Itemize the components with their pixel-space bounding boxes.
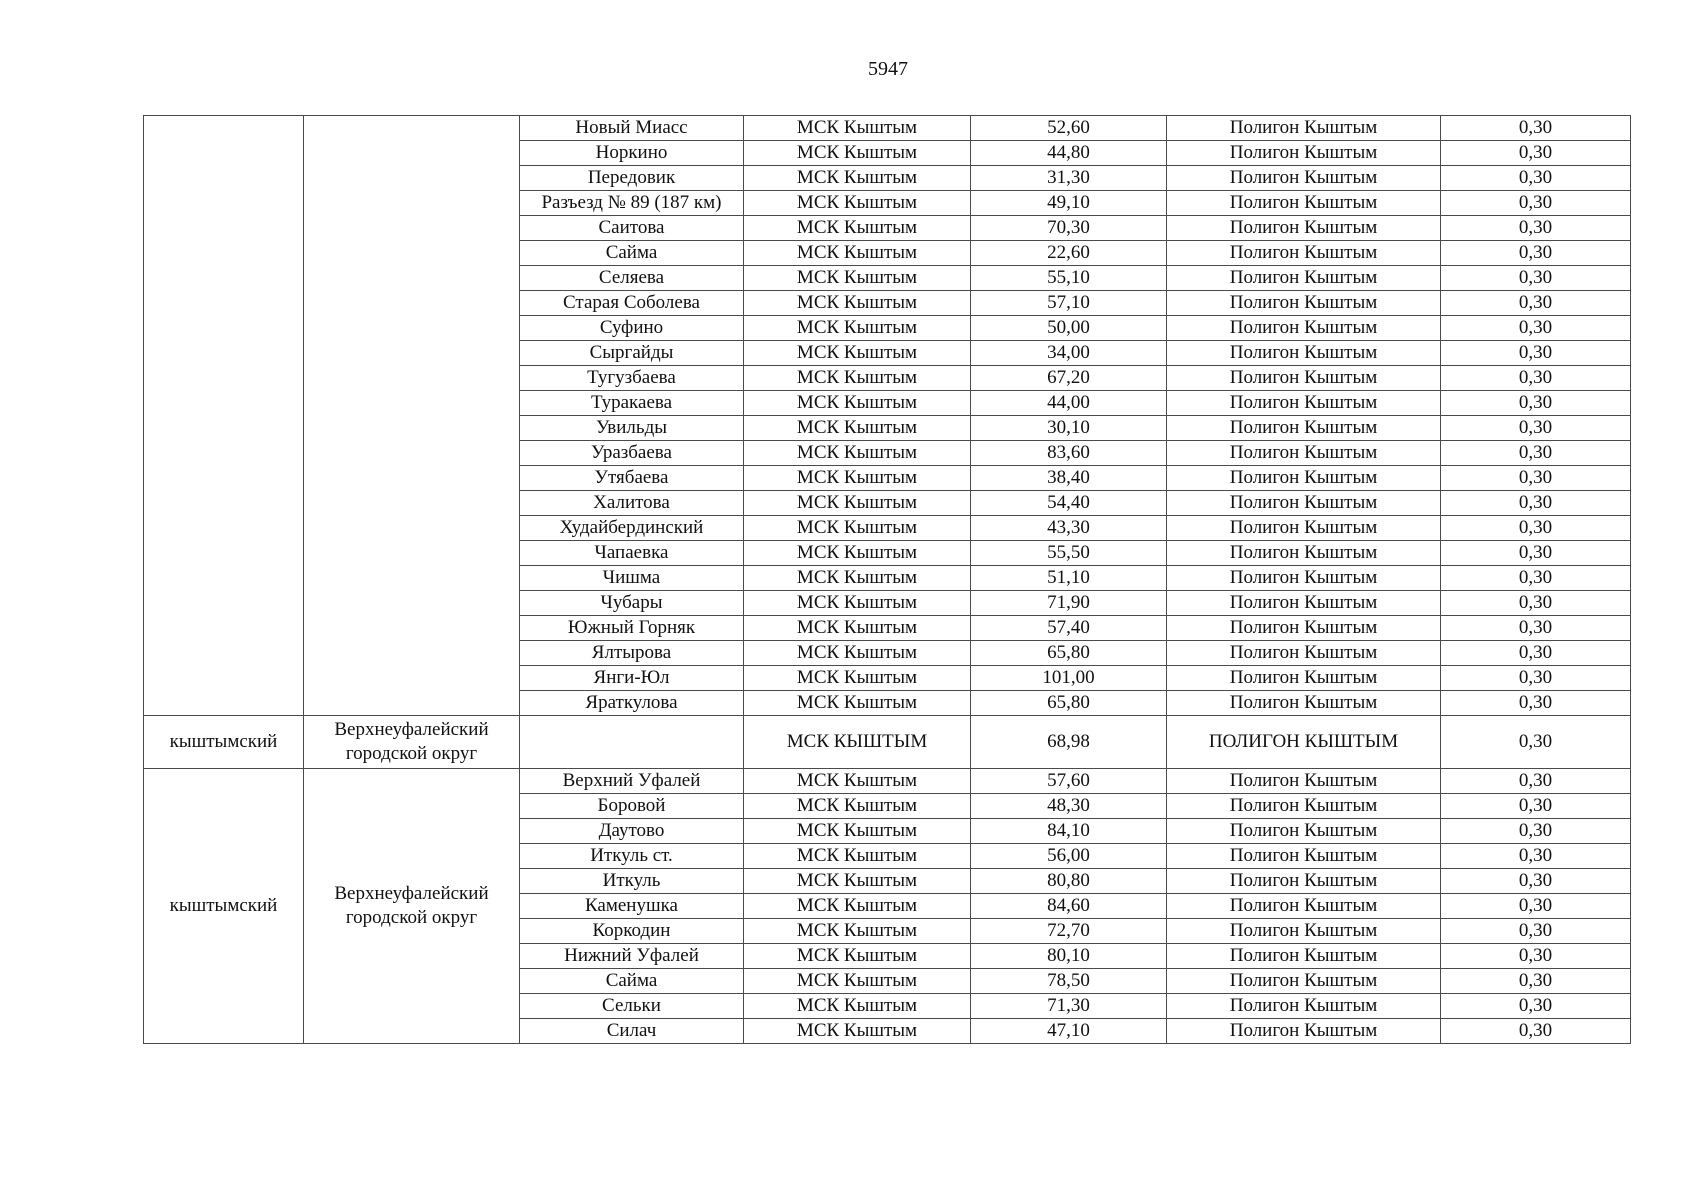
msk-cell: МСК Кыштым	[744, 366, 971, 391]
place-cell: Ялтырова	[520, 641, 744, 666]
polygon-cell: Полигон Кыштым	[1167, 566, 1441, 591]
place-cell: Новый Миасс	[520, 116, 744, 141]
place-cell: Яраткулова	[520, 691, 744, 716]
place-cell: Суфино	[520, 316, 744, 341]
place-cell: Верхний Уфалей	[520, 769, 744, 794]
polygon-cell: Полигон Кыштым	[1167, 191, 1441, 216]
msk-cell: МСК Кыштым	[744, 316, 971, 341]
coefficient-cell: 0,30	[1441, 416, 1631, 441]
coefficient-cell: 0,30	[1441, 894, 1631, 919]
msk-cell: МСК Кыштым	[744, 691, 971, 716]
distance-cell: 78,50	[971, 969, 1167, 994]
table-body	[144, 116, 1631, 1044]
coefficient-cell: 0,30	[1441, 191, 1631, 216]
msk-cell: МСК Кыштым	[744, 819, 971, 844]
distance-cell: 47,10	[971, 1019, 1167, 1044]
msk-cell: МСК Кыштым	[744, 341, 971, 366]
distance-cell: 49,10	[971, 191, 1167, 216]
distance-cell: 65,80	[971, 641, 1167, 666]
msk-cell: МСК Кыштым	[744, 541, 971, 566]
distance-cell: 101,00	[971, 666, 1167, 691]
place-cell: Туракаева	[520, 391, 744, 416]
msk-cell: МСК Кыштым	[744, 616, 971, 641]
distance-cell: 80,80	[971, 869, 1167, 894]
place-cell: Утябаева	[520, 466, 744, 491]
place-cell: Коркодин	[520, 919, 744, 944]
coefficient-cell: 0,30	[1441, 869, 1631, 894]
coefficient-cell: 0,30	[1441, 216, 1631, 241]
polygon-cell: Полигон Кыштым	[1167, 416, 1441, 441]
msk-cell: МСК Кыштым	[744, 666, 971, 691]
distance-cell: 57,60	[971, 769, 1167, 794]
coefficient-cell: 0,30	[1441, 241, 1631, 266]
distance-cell: 22,60	[971, 241, 1167, 266]
place-cell: Чапаевка	[520, 541, 744, 566]
distance-cell: 51,10	[971, 566, 1167, 591]
coefficient-cell: 0,30	[1441, 641, 1631, 666]
msk-cell: МСК Кыштым	[744, 969, 971, 994]
msk-cell: МСК Кыштым	[744, 994, 971, 1019]
coefficient-cell: 0,30	[1441, 794, 1631, 819]
district-cell	[304, 116, 520, 716]
distance-cell: 68,98	[971, 716, 1167, 769]
polygon-cell: Полигон Кыштым	[1167, 541, 1441, 566]
distance-cell: 57,40	[971, 616, 1167, 641]
coefficient-cell: 0,30	[1441, 341, 1631, 366]
page-number: 5947	[868, 58, 908, 80]
polygon-cell: Полигон Кыштым	[1167, 466, 1441, 491]
polygon-cell: Полигон Кыштым	[1167, 666, 1441, 691]
polygon-cell: Полигон Кыштым	[1167, 641, 1441, 666]
coefficient-cell: 0,30	[1441, 1019, 1631, 1044]
coefficient-cell: 0,30	[1441, 441, 1631, 466]
table-row	[144, 769, 1631, 794]
msk-cell: МСК Кыштым	[744, 266, 971, 291]
district-cell: Верхнеуфалейский городской округ	[304, 716, 520, 769]
msk-cell: МСК Кыштым	[744, 919, 971, 944]
polygon-cell: Полигон Кыштым	[1167, 919, 1441, 944]
coefficient-cell: 0,30	[1441, 541, 1631, 566]
msk-cell: МСК Кыштым	[744, 441, 971, 466]
polygon-cell: Полигон Кыштым	[1167, 241, 1441, 266]
place-cell: Иткуль ст.	[520, 844, 744, 869]
polygon-cell: Полигон Кыштым	[1167, 166, 1441, 191]
coefficient-cell: 0,30	[1441, 844, 1631, 869]
polygon-cell: Полигон Кыштым	[1167, 266, 1441, 291]
distance-cell: 84,60	[971, 894, 1167, 919]
coefficient-cell: 0,30	[1441, 316, 1631, 341]
polygon-cell: Полигон Кыштым	[1167, 1019, 1441, 1044]
region-cell: кыштымский	[144, 716, 304, 769]
msk-cell: МСК Кыштым	[744, 191, 971, 216]
place-cell: Янги-Юл	[520, 666, 744, 691]
place-cell: Каменушка	[520, 894, 744, 919]
place-cell: Боровой	[520, 794, 744, 819]
polygon-cell: Полигон Кыштым	[1167, 391, 1441, 416]
coefficient-cell: 0,30	[1441, 491, 1631, 516]
polygon-cell: Полигон Кыштым	[1167, 316, 1441, 341]
polygon-cell: Полигон Кыштым	[1167, 894, 1441, 919]
polygon-cell: Полигон Кыштым	[1167, 591, 1441, 616]
msk-cell: МСК Кыштым	[744, 141, 971, 166]
polygon-cell: Полигон Кыштым	[1167, 844, 1441, 869]
coefficient-cell: 0,30	[1441, 616, 1631, 641]
coefficient-cell: 0,30	[1441, 141, 1631, 166]
coefficient-cell: 0,30	[1441, 516, 1631, 541]
distance-cell: 57,10	[971, 291, 1167, 316]
polygon-cell: Полигон Кыштым	[1167, 616, 1441, 641]
place-cell: Разъезд № 89 (187 км)	[520, 191, 744, 216]
place-cell: Старая Соболева	[520, 291, 744, 316]
place-cell: Сыргайды	[520, 341, 744, 366]
polygon-cell: Полигон Кыштым	[1167, 869, 1441, 894]
polygon-cell: Полигон Кыштым	[1167, 291, 1441, 316]
msk-cell: МСК Кыштым	[744, 894, 971, 919]
coefficient-cell: 0,30	[1441, 291, 1631, 316]
place-cell: Сайма	[520, 241, 744, 266]
coefficient-cell: 0,30	[1441, 994, 1631, 1019]
coefficient-cell: 0,30	[1441, 944, 1631, 969]
polygon-cell: Полигон Кыштым	[1167, 819, 1441, 844]
msk-cell: МСК Кыштым	[744, 516, 971, 541]
data-table	[143, 115, 1631, 1044]
region-cell: кыштымский	[144, 769, 304, 1044]
polygon-cell: Полигон Кыштым	[1167, 969, 1441, 994]
place-cell: Селяева	[520, 266, 744, 291]
place-cell	[520, 716, 744, 769]
polygon-cell: Полигон Кыштым	[1167, 944, 1441, 969]
polygon-cell: Полигон Кыштым	[1167, 691, 1441, 716]
table-row	[144, 116, 1631, 141]
polygon-cell: Полигон Кыштым	[1167, 794, 1441, 819]
polygon-cell: Полигон Кыштым	[1167, 216, 1441, 241]
place-cell: Чишма	[520, 566, 744, 591]
msk-cell: МСК Кыштым	[744, 416, 971, 441]
msk-cell: МСК Кыштым	[744, 566, 971, 591]
distance-cell: 44,00	[971, 391, 1167, 416]
coefficient-cell: 0,30	[1441, 366, 1631, 391]
distance-cell: 84,10	[971, 819, 1167, 844]
coefficient-cell: 0,30	[1441, 691, 1631, 716]
polygon-cell: Полигон Кыштым	[1167, 116, 1441, 141]
msk-cell: МСК Кыштым	[744, 794, 971, 819]
distance-cell: 31,30	[971, 166, 1167, 191]
table-row	[144, 716, 1631, 769]
coefficient-cell: 0,30	[1441, 466, 1631, 491]
place-cell: Южный Горняк	[520, 616, 744, 641]
place-cell: Иткуль	[520, 869, 744, 894]
polygon-cell: Полигон Кыштым	[1167, 491, 1441, 516]
place-cell: Даутово	[520, 819, 744, 844]
place-cell: Чубары	[520, 591, 744, 616]
coefficient-cell: 0,30	[1441, 666, 1631, 691]
place-cell: Нижний Уфалей	[520, 944, 744, 969]
distance-cell: 71,30	[971, 994, 1167, 1019]
region-cell	[144, 116, 304, 716]
coefficient-cell: 0,30	[1441, 819, 1631, 844]
polygon-cell: Полигон Кыштым	[1167, 441, 1441, 466]
polygon-cell: Полигон Кыштым	[1167, 769, 1441, 794]
place-cell: Сайма	[520, 969, 744, 994]
distance-cell: 34,00	[971, 341, 1167, 366]
coefficient-cell: 0,30	[1441, 566, 1631, 591]
distance-cell: 30,10	[971, 416, 1167, 441]
distance-cell: 55,10	[971, 266, 1167, 291]
msk-cell: МСК Кыштым	[744, 641, 971, 666]
distance-cell: 52,60	[971, 116, 1167, 141]
distance-cell: 56,00	[971, 844, 1167, 869]
msk-cell: МСК Кыштым	[744, 944, 971, 969]
coefficient-cell: 0,30	[1441, 391, 1631, 416]
coefficient-cell: 0,30	[1441, 716, 1631, 769]
distance-cell: 44,80	[971, 141, 1167, 166]
distance-cell: 72,70	[971, 919, 1167, 944]
district-cell: Верхнеуфалейский городской округ	[304, 769, 520, 1044]
msk-cell: МСК Кыштым	[744, 116, 971, 141]
place-cell: Силач	[520, 1019, 744, 1044]
distance-cell: 83,60	[971, 441, 1167, 466]
coefficient-cell: 0,30	[1441, 769, 1631, 794]
place-cell: Уразбаева	[520, 441, 744, 466]
coefficient-cell: 0,30	[1441, 166, 1631, 191]
coefficient-cell: 0,30	[1441, 266, 1631, 291]
msk-cell: МСК Кыштым	[744, 844, 971, 869]
place-cell: Передовик	[520, 166, 744, 191]
distance-cell: 80,10	[971, 944, 1167, 969]
polygon-cell: Полигон Кыштым	[1167, 341, 1441, 366]
msk-cell: МСК Кыштым	[744, 391, 971, 416]
place-cell: Норкино	[520, 141, 744, 166]
distance-cell: 70,30	[971, 216, 1167, 241]
msk-cell: МСК Кыштым	[744, 166, 971, 191]
place-cell: Увильды	[520, 416, 744, 441]
msk-cell: МСК Кыштым	[744, 869, 971, 894]
polygon-cell: Полигон Кыштым	[1167, 994, 1441, 1019]
coefficient-cell: 0,30	[1441, 591, 1631, 616]
msk-cell: МСК КЫШТЫМ	[744, 716, 971, 769]
coefficient-cell: 0,30	[1441, 919, 1631, 944]
place-cell: Тугузбаева	[520, 366, 744, 391]
polygon-cell: ПОЛИГОН КЫШТЫМ	[1167, 716, 1441, 769]
distance-cell: 54,40	[971, 491, 1167, 516]
distance-cell: 50,00	[971, 316, 1167, 341]
msk-cell: МСК Кыштым	[744, 1019, 971, 1044]
place-cell: Сельки	[520, 994, 744, 1019]
distance-cell: 48,30	[971, 794, 1167, 819]
coefficient-cell: 0,30	[1441, 116, 1631, 141]
place-cell: Худайбердинский	[520, 516, 744, 541]
polygon-cell: Полигон Кыштым	[1167, 141, 1441, 166]
distance-cell: 65,80	[971, 691, 1167, 716]
distance-cell: 43,30	[971, 516, 1167, 541]
msk-cell: МСК Кыштым	[744, 769, 971, 794]
msk-cell: МСК Кыштым	[744, 591, 971, 616]
msk-cell: МСК Кыштым	[744, 216, 971, 241]
msk-cell: МСК Кыштым	[744, 291, 971, 316]
coefficient-cell: 0,30	[1441, 969, 1631, 994]
place-cell: Халитова	[520, 491, 744, 516]
polygon-cell: Полигон Кыштым	[1167, 366, 1441, 391]
place-cell: Саитова	[520, 216, 744, 241]
distance-cell: 71,90	[971, 591, 1167, 616]
distance-cell: 38,40	[971, 466, 1167, 491]
msk-cell: МСК Кыштым	[744, 491, 971, 516]
msk-cell: МСК Кыштым	[744, 466, 971, 491]
polygon-cell: Полигон Кыштым	[1167, 516, 1441, 541]
msk-cell: МСК Кыштым	[744, 241, 971, 266]
distance-cell: 67,20	[971, 366, 1167, 391]
distance-cell: 55,50	[971, 541, 1167, 566]
